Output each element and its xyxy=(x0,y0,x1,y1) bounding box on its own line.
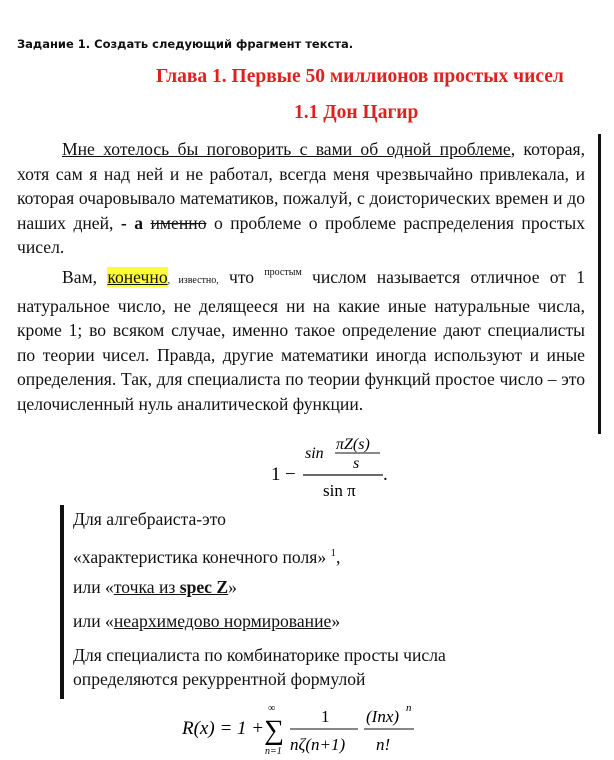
frac2-exponent: n xyxy=(406,702,412,714)
block-line-3 xyxy=(73,575,593,600)
change-bar xyxy=(598,134,601,434)
sum-symbol: ∑ xyxy=(264,715,284,746)
block-line-2 xyxy=(73,541,593,569)
paragraph-2 xyxy=(17,261,585,417)
footnote-ref: 1 xyxy=(330,547,337,559)
paragraph-2-rest: числом называется отличное от 1 натуральное число, не делящееся ни на какие иные натуральные числа, кроме 1; во всяком случае, именно такое определение дают специалисты по теории чисел. Правда, другие математики иногда используют и иные определения. Так, для специалиста по теории функций простое число – это целочисленный нуль аналитической функции. xyxy=(17,267,585,414)
formula-1-minus: − xyxy=(285,464,296,485)
sum-lower: n=1 xyxy=(265,746,282,757)
formula-1-s: s xyxy=(353,455,360,472)
superscript-word: простым xyxy=(264,267,302,278)
frac2-numerator: (Inx) xyxy=(366,707,400,726)
sum-upper: ∞ xyxy=(268,703,276,714)
task-heading: Задание 1. Создать следующий фрагмент текста. xyxy=(17,37,354,51)
formula-1-sin: sin xyxy=(305,445,324,462)
block-line-1: Для алгебраиста-это xyxy=(73,509,226,529)
block-line-3-underlined xyxy=(114,577,228,597)
formula-1-piz: πZ(s) xyxy=(336,436,370,453)
highlighted-word: конечно xyxy=(107,267,168,287)
frac1-numerator: 1 xyxy=(321,707,330,726)
block-line-5: Для специалиста по комбинаторике просты числа xyxy=(73,645,446,665)
frac1-denominator: nζ(n+1) xyxy=(290,735,346,754)
block-line-2-end: , xyxy=(336,546,341,567)
paragraph-1 xyxy=(17,137,585,260)
strikethrough-text: именно xyxy=(150,212,207,233)
block-line-6: определяются рекуррентной формулой xyxy=(73,669,366,689)
section-title: 1.1 Дон Цагир xyxy=(294,102,419,123)
paragraph-1-text: , которая, хотя сам я над ней и не работал, всегда меня чрезвычайно привлекала, и которая очаровывало математиков, пожалуй, с доисторических времен и до наших дней, xyxy=(17,139,585,233)
block-line-3-pre: или « xyxy=(73,577,114,597)
frac2-denominator: n! xyxy=(376,735,391,754)
paragraph-2-start: Вам, xyxy=(62,267,108,287)
formula-2-lhs: R(x) = 1 + xyxy=(182,718,265,739)
block-line-3-post: » xyxy=(228,577,237,597)
block-line-3-u: точка из xyxy=(113,577,180,597)
formula-2 xyxy=(178,702,418,760)
block-line-2-text: «характеристика конечного поля» xyxy=(73,546,331,567)
dash-text: - а xyxy=(120,212,144,233)
chapter-title: Глава 1. Первые 50 миллионов простых чисел xyxy=(156,66,564,87)
formula-1-period: . xyxy=(383,464,388,485)
block-line-4-pre: или « xyxy=(73,611,114,631)
spec-z: spec Z xyxy=(179,577,229,597)
formula-1 xyxy=(265,432,405,502)
block-bar xyxy=(60,505,64,699)
underlined-text: Мне хотелось бы поговорить с вами об одной проблеме xyxy=(62,139,511,159)
block-line-4-post: » xyxy=(331,611,341,631)
block-line-4 xyxy=(73,609,593,634)
small-text: , известно, xyxy=(167,275,219,286)
block-line-4-u: неархимедово нормирование xyxy=(113,611,332,631)
formula-1-one: 1 xyxy=(271,464,281,485)
formula-1-denominator: sin π xyxy=(323,481,356,500)
paragraph-1-text-end: о проблеме о проблеме распределения простых чисел. xyxy=(17,212,585,258)
paragraph-2-mid: что xyxy=(218,267,265,287)
